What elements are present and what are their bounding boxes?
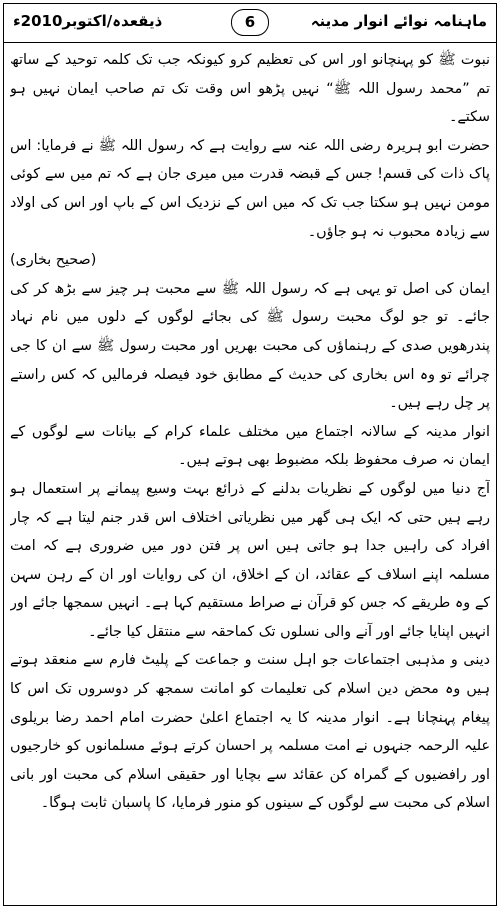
paragraph: حضرت ابو ہریرہ رضی اللہ عنہ سے روایت ہے کہ رسول اللہ ﷺ نے فرمایا: اس پاک ذات کی قسم! جس کے قبضہ قدرت میں میری جان ہے کہ تم میں سے کوئی مومن نہیں ہو سکتا جب تک کہ میں اس کے نزدیک اس کے باپ اور اس کی اولاد سے زیادہ محبوب نہ ہو جاؤں۔ [10, 137, 490, 240]
issue-date: ذیقعدہ/اکتوبر2010ء [13, 12, 163, 30]
page-number: 6 [231, 9, 269, 36]
paragraph: ایمان کی اصل تو یہی ہے کہ رسول اللہ ﷺ سے محبت ہر چیز سے بڑھ کر کی جائے۔ تو جو لوگ محبت رسول ﷺ کی بجائے لوگوں کے دلوں میں نام نہاد پندرھویں صدی کے رہنماؤں کی محبت بھریں اور محبت رسول ﷺ سے ان کا جی چرائے تو وہ اس بخاری کی حدیث کے مطابق خود فیصلہ فرمالیں کہ کس راستے پر چل رہے ہیں۔ [10, 280, 490, 412]
magazine-title: ماہنامہ نوائے انوار مدینہ [310, 12, 487, 30]
paragraph: انوار مدینہ کے سالانہ اجتماع میں مختلف علماء کرام کے بیانات سے لوگوں کے ایمان نہ صرف محفوظ بلکہ مضبوط بھی ہوتے ہیں۔ [10, 423, 490, 469]
hadith-citation: (صحیح بخاری) [10, 252, 97, 269]
article-body [10, 46, 490, 902]
paragraph: آج دنیا میں لوگوں کے نظریات بدلنے کے ذرائع بہت وسیع پیمانے پر استعمال ہو رہے ہیں حتی کہ ایک ہی گھر میں نظریاتی اختلاف اس قدر جنم لیتا ہے کہ چار افراد کی راہیں جدا ہو جاتی ہیں اس پر فتن دور میں ضروری ہے کہ امت مسلمہ اپنے اسلاف کے عقائد، ان کے اخلاق، ان کی روایات اور ان کے رہن سہن کے وہ طریقے کہ جس کو قرآن نے صراط مستقیم کہا ہے۔ انہیں سمجھا جائے اور انہیں اپنایا جائے اور آنے والی نسلوں تک کماحقہ سے منتقل کیا جائے۔ [10, 480, 490, 640]
paragraph: نبوت ﷺ کو پہنچانو اور اس کی تعظیم کرو کیونکہ جب تک کلمہ توحید کے ساتھ تم ”محمد رسول اللہ ﷺ“ نہیں پڑھو اس وقت تک تم صاحب ایمان نہیں ہو سکتے۔ [10, 52, 490, 126]
paragraph: دینی و مذہبی اجتماعات جو اہل سنت و جماعت کے پلیٹ فارم سے منعقد ہوتے ہیں وہ محض دین اسلام کی تعلیمات کو امانت سمجھ کر دوسروں تک اس کا پیغام پہنچانا ہے۔ انوار مدینہ کا یہ اجتماع اعلیٰ حضرت امام احمد رضا بریلوی علیہ الرحمہ جنہوں نے امت مسلمہ پر احسان کرتے ہوئے مسلمانوں کو خارجیوں اور رافضیوں کے گمراہ کن عقائد سے بچایا اور حقیقی اسلام کی محبت اور بانی اسلام کی محبت سے لوگوں کے سینوں کو منور فرمایا، کا پاسبان ثابت ہوگا۔ [10, 652, 490, 812]
page-header [3, 3, 497, 43]
